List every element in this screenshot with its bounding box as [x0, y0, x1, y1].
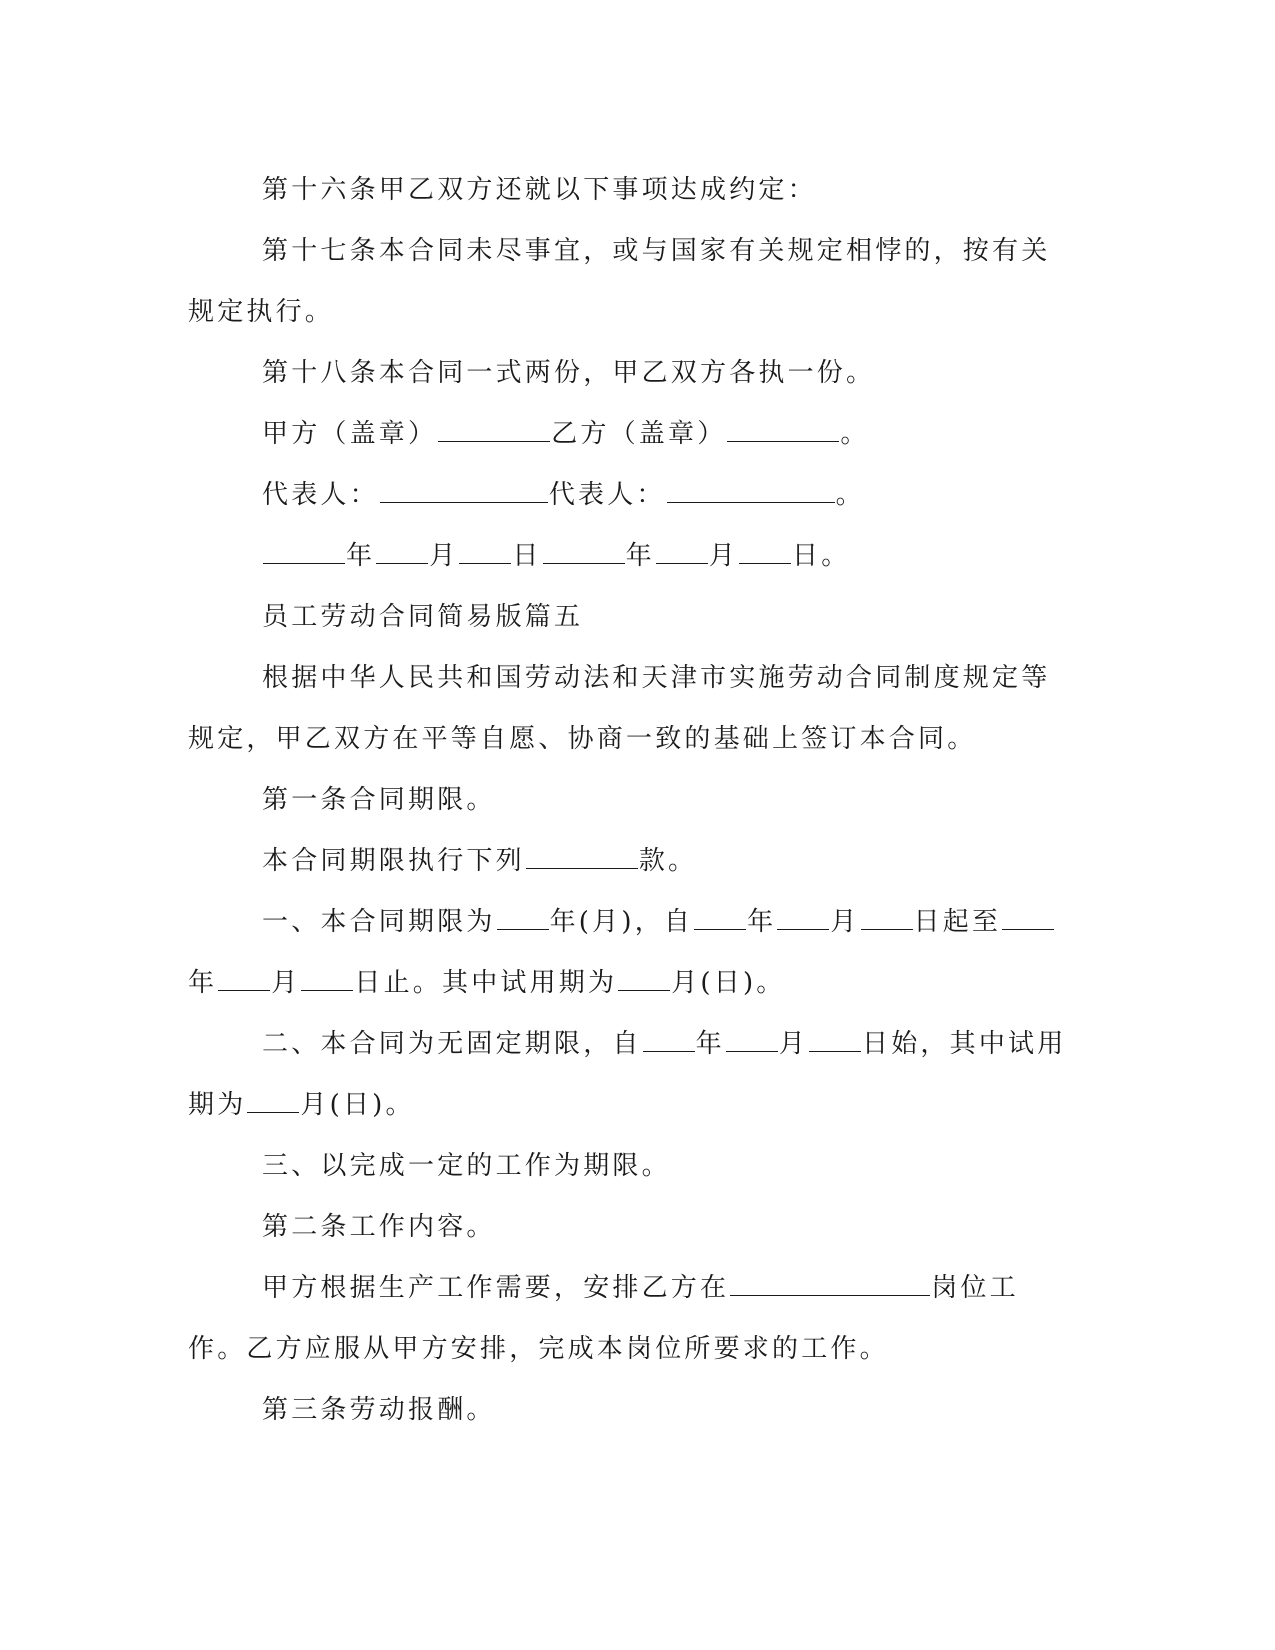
date-blank [694, 907, 746, 930]
article-1-intro: 本合同期限执行下列 款。 [262, 846, 698, 876]
article-1-option-2: 二、本合同为无固定期限，自 年 月 日始，其中试用期为 月(日)。 [188, 1029, 1067, 1120]
article-3-heading: 第三条劳动报酬。 [262, 1395, 496, 1425]
section-title: 员工劳动合同简易版篇五 [262, 602, 584, 632]
date-blank [543, 541, 625, 564]
party-a-representative-blank [380, 480, 548, 503]
party-b-seal-blank [727, 419, 839, 442]
date-blank [643, 1029, 695, 1052]
date-blank [459, 541, 511, 564]
probation-blank [618, 968, 670, 991]
date-blank [376, 541, 428, 564]
party-b-seal-label: 乙方（盖章） [551, 419, 727, 449]
party-a-seal-label: 甲方（盖章） [262, 419, 438, 449]
probation-blank [247, 1090, 299, 1113]
preamble: 根据中华人民共和国劳动法和天津市实施劳动合同制度规定等规定，甲乙双方在平等自愿、协商一致的基础上签订本合同。 [188, 663, 1051, 754]
article-1-option-1: 一、本合同期限为 年(月)，自 年 月 日起至年 月 日止。其中试用期为 月(日)。 [188, 892, 1068, 1014]
party-a-representative-label: 代表人： [262, 480, 379, 510]
date-blank [861, 907, 913, 930]
seal-line: 甲方（盖章） 乙方（盖章） 。 [262, 419, 870, 449]
date-blank [1002, 907, 1054, 930]
article-2-body: 甲方根据生产工作需要，安排乙方在 岗位工作。乙方应服从甲方安排，完成本岗位所要求的工作。 [188, 1273, 1019, 1364]
clause-17: 第十七条本合同未尽事宜，或与国家有关规定相悖的，按有关规定执行。 [188, 236, 1051, 327]
date-blank [809, 1029, 861, 1052]
date-blank [656, 541, 708, 564]
date-blank [218, 968, 270, 991]
article-1-heading: 第一条合同期限。 [262, 785, 496, 815]
party-a-seal-blank [438, 419, 550, 442]
date-blank [739, 541, 791, 564]
date-line: 年 月 日 年 月 日。 [188, 526, 1068, 587]
document-body [188, 160, 1068, 1441]
article-2-heading: 第二条工作内容。 [262, 1212, 496, 1242]
position-blank [730, 1273, 930, 1296]
date-blank [777, 907, 829, 930]
date-blank [726, 1029, 778, 1052]
date-blank [263, 541, 345, 564]
term-blank [497, 907, 549, 930]
party-b-representative-label: 代表人： [548, 480, 666, 510]
representative-line: 代表人： 代表人： 。 [262, 480, 865, 510]
clause-16: 第十六条甲乙双方还就以下事项达成约定： [262, 175, 817, 205]
clause-18: 第十八条本合同一式两份，甲乙双方各执一份。 [262, 358, 876, 388]
article-1-option-3: 三、以完成一定的工作为期限。 [262, 1151, 671, 1181]
clause-choice-blank [526, 846, 638, 869]
date-blank [301, 968, 353, 991]
party-b-representative-blank [667, 480, 835, 503]
